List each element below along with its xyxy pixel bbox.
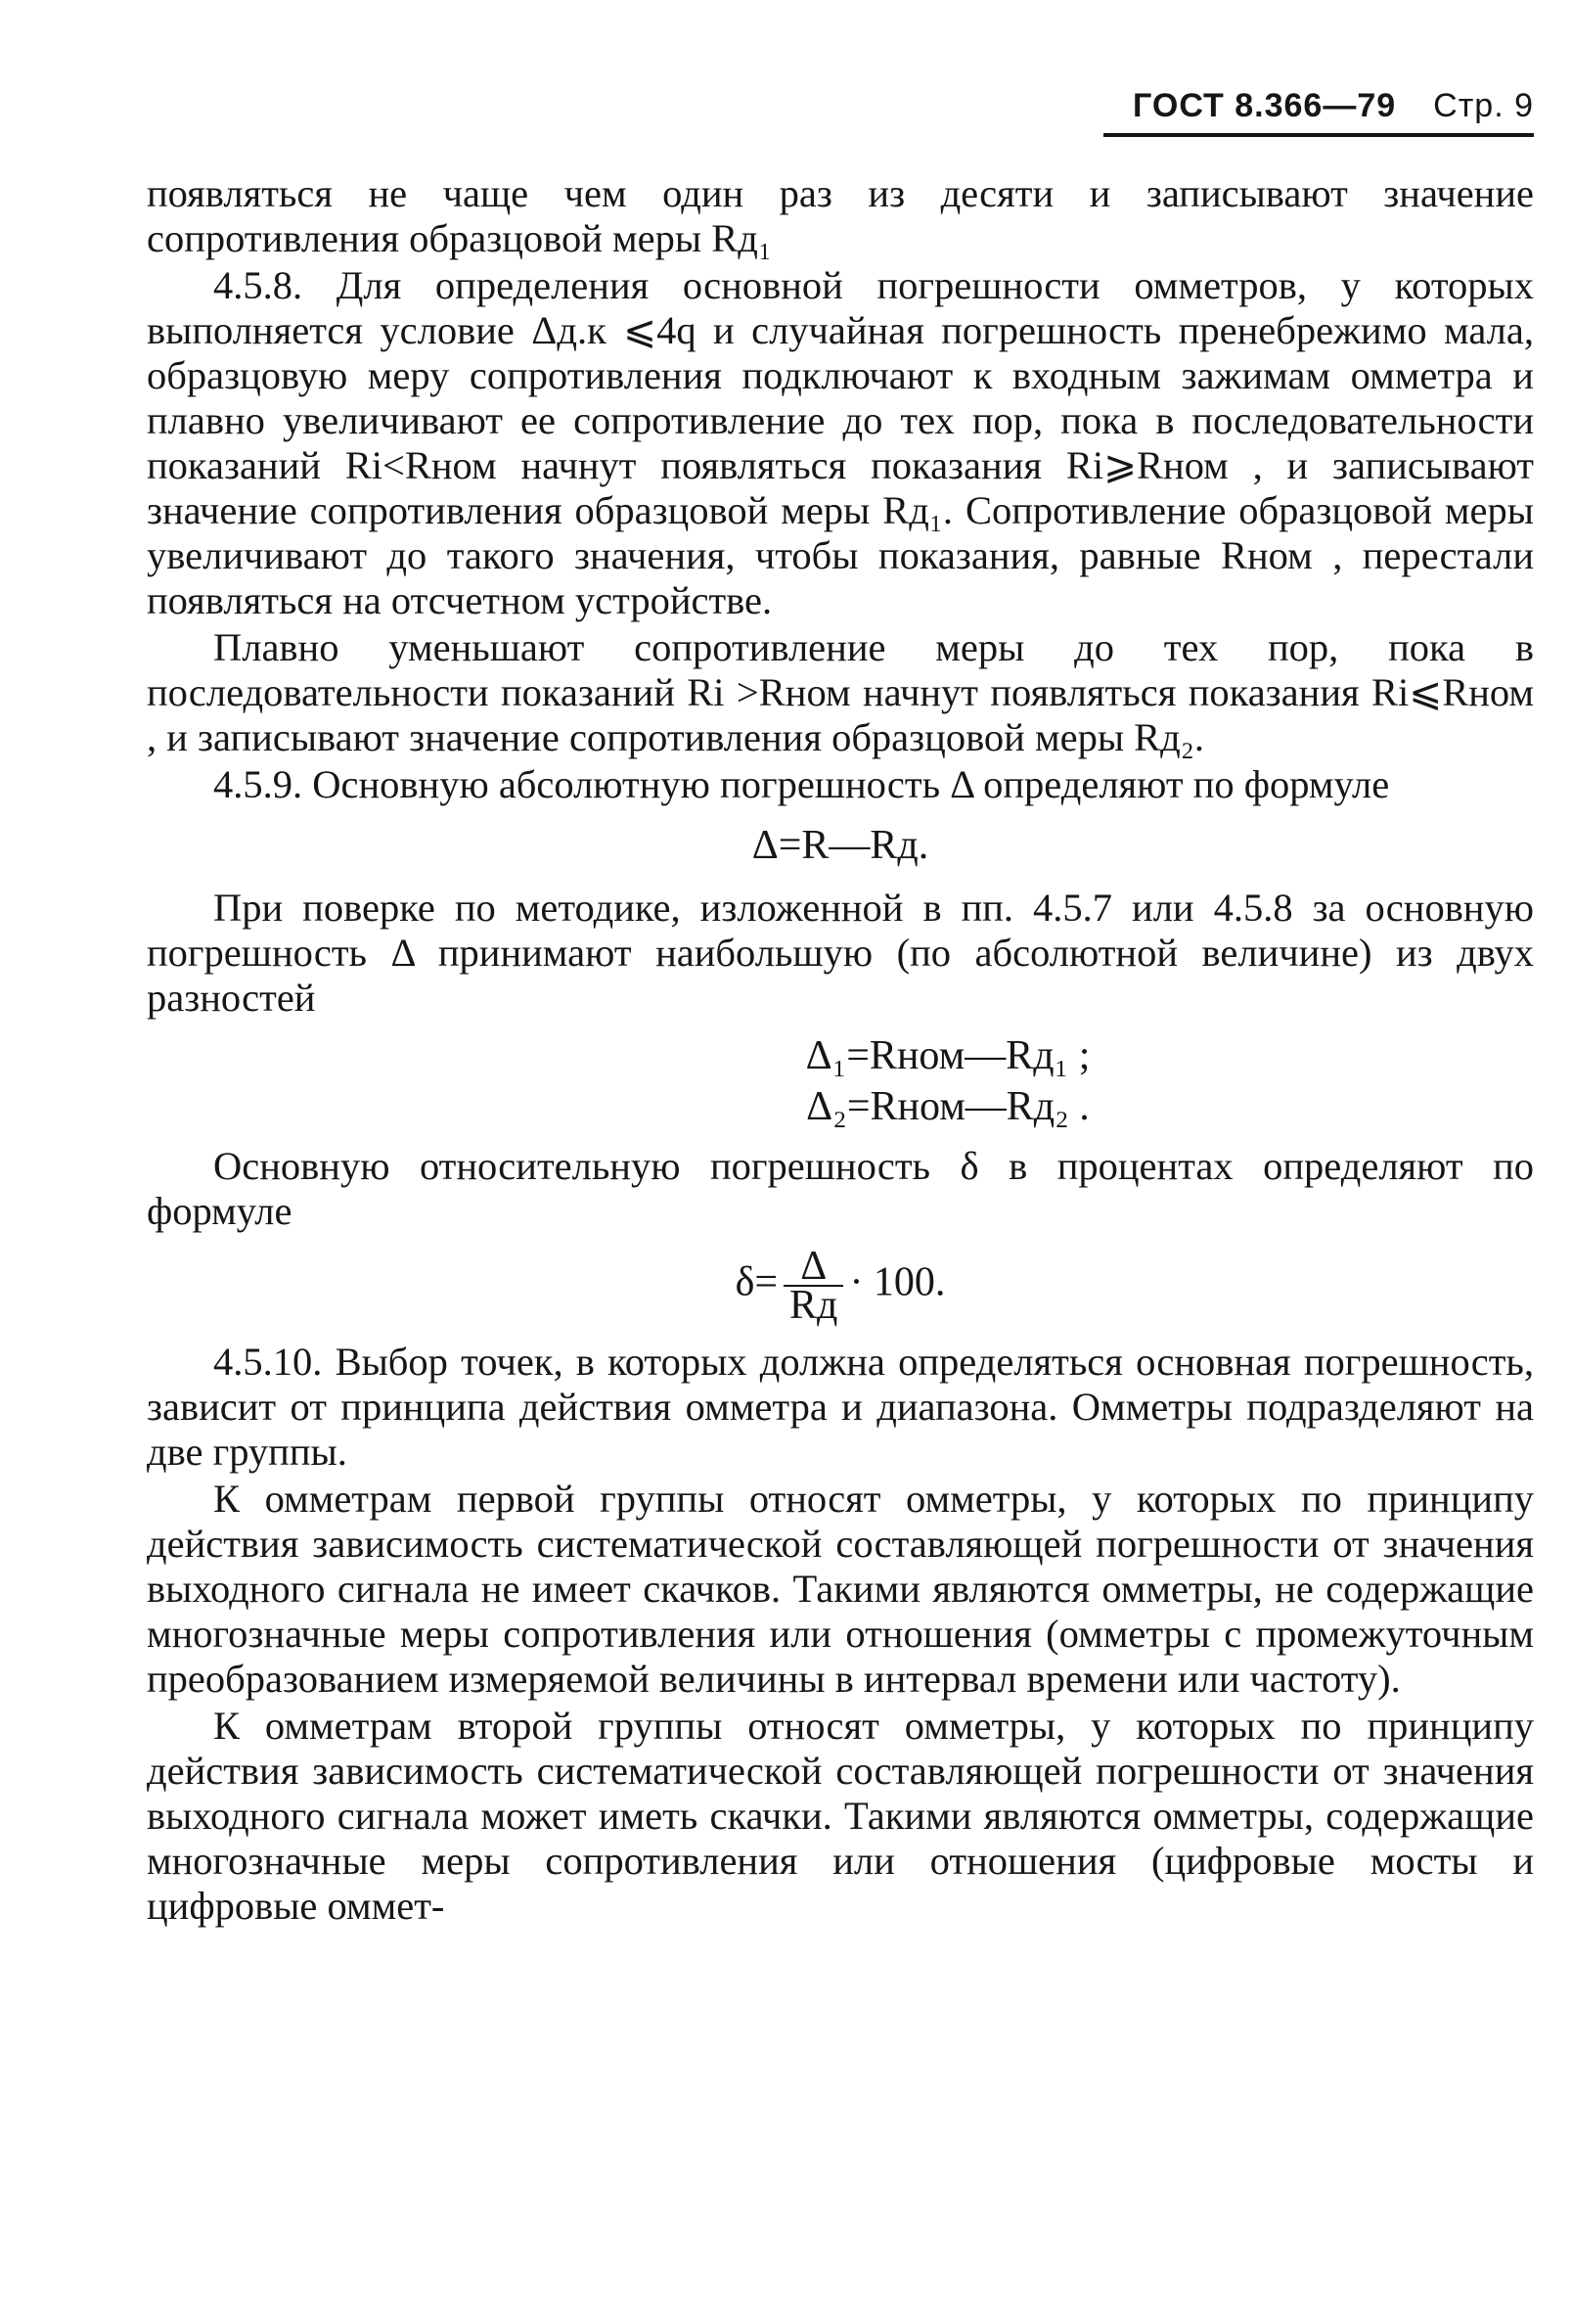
page-header [1103, 78, 1534, 137]
paragraph: появляться не чаще чем один раз из десяти и записывают значение сопротивления образцовой меры Rд₁ [147, 171, 1534, 260]
formula-delta-1: Δ₁=Rном—Rд₁ ; [805, 1033, 1091, 1078]
formula-absolute-error: Δ=R—Rд. [751, 823, 929, 868]
document-page [147, 78, 1534, 2280]
paragraph: Плавно уменьшают сопротивление меры до тех пор, пока в последовательности показаний Ri >Rном начнут появляться показания Ri⩽Rном , и записывают значение сопротивления образцовой меры Rд₂. [147, 625, 1534, 759]
body-text [147, 171, 1534, 1931]
formula-lhs: δ= [735, 1259, 779, 1305]
paragraph: К омметрам второй группы относят омметры, у которых по принципу действия зависимость систематической составляющей погрешности от значения выходного сигнала может иметь скачки. Такими являются омметры, содержащие многозначные меры сопротивления или отношения (цифровые мосты и цифровые оммет- [147, 1704, 1534, 1928]
paragraph-4-5-10: 4.5.10. Выбор точек, в которых должна определяться основная погрешность, зависит от принципа действия омметра и диапазона. Омметры подразделяют на две группы. [147, 1340, 1534, 1474]
paragraph: Основную относительную погрешность δ в процентах определяют по формуле [147, 1144, 1534, 1233]
fraction [784, 1244, 843, 1328]
formula-delta-2: Δ₂=Rном—Rд₂ . [806, 1084, 1090, 1129]
formula-relative-error [147, 1244, 1534, 1328]
page-number: Стр. 9 [1433, 87, 1534, 124]
paragraph: При поверке по методике, изложенной в пп. 4.5.7 или 4.5.8 за основную погрешность Δ принимают наибольшую (по абсолютной величине) из двух разностей [147, 886, 1534, 1020]
standard-number: ГОСТ 8.366—79 [1133, 87, 1397, 124]
formula-differences [147, 1030, 1534, 1132]
paragraph-4-5-8: 4.5.8. Для определения основной погрешности омметров, у которых выполняется условие Δд.к ⩽4q и случайная погрешность пренебрежимо мала, образцовую меру сопротивления подключают к входным зажимам омметра и плавно увеличивают ее сопротивление до тех пор, пока в последовательности показаний Ri<Rном начнут появляться показания Ri⩾Rном , и записывают значение сопротивления образцовой меры Rд₁. Сопротивление образцовой меры увеличивают до такого значения, чтобы показания, равные Rном , перестали появляться на отсчетном устройстве. [147, 263, 1534, 622]
fraction-denominator: Rд [789, 1283, 838, 1328]
paragraph: К омметрам первой группы относят омметры, у которых по принципу действия зависимость систематической составляющей погрешности от значения выходного сигнала не имеет скачков. Такими являются омметры, не содержащие многозначные меры сопротивления или отношения (омметры с промежуточным преобразованием измеряемой величины в интервал времени или частоту). [147, 1477, 1534, 1701]
fraction-numerator: Δ [784, 1248, 843, 1287]
paragraph-4-5-9: 4.5.9. Основную абсолютную погрешность Δ определяют по формуле [213, 762, 1390, 806]
formula-rhs: · 100. [849, 1259, 946, 1305]
